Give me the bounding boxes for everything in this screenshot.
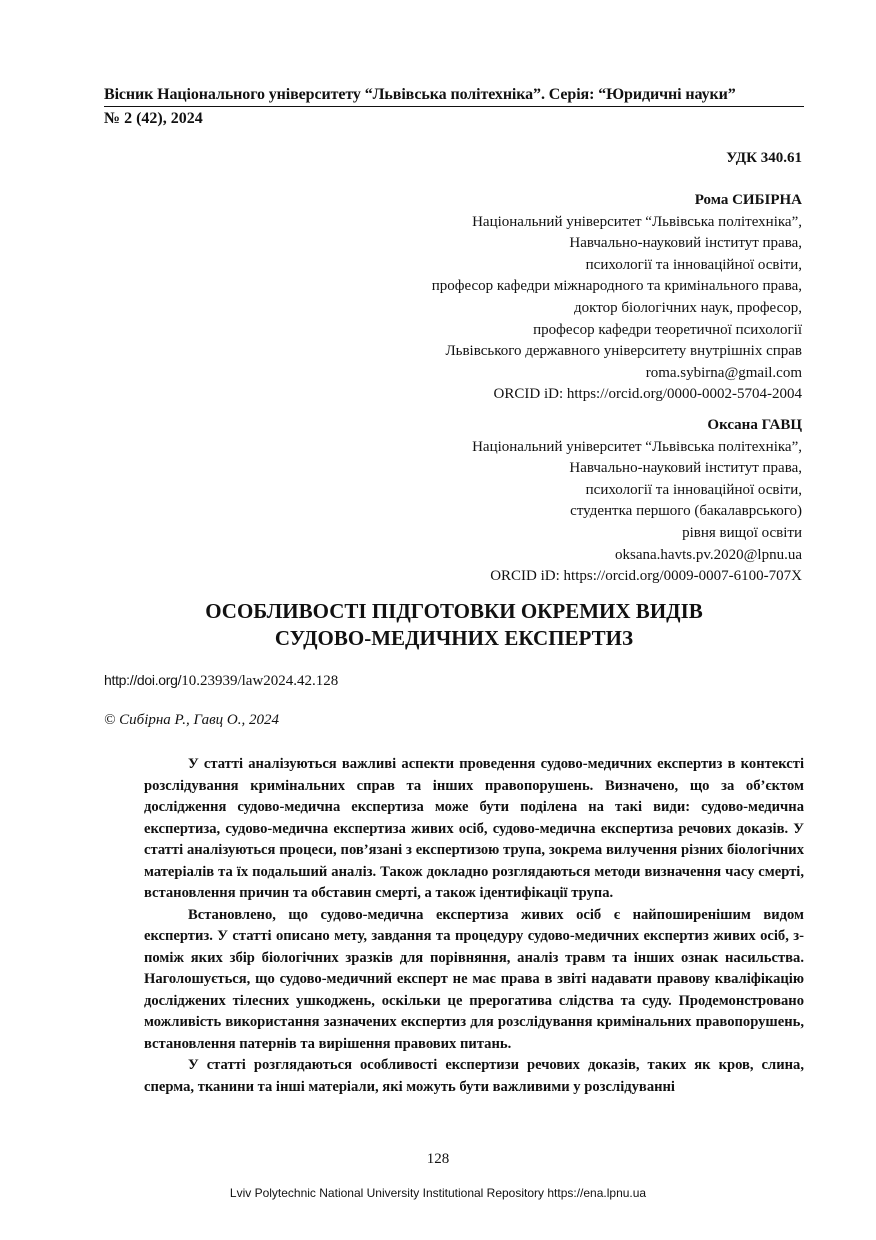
- journal-title: Вісник Національного університету “Львівська політехніка”. Серія: “Юридичні науки”: [104, 86, 804, 107]
- author-name: Рома СИБІРНА: [694, 192, 802, 208]
- author-name: Оксана ГАВЦ: [707, 417, 802, 433]
- affiliation-line: психології та інноваційної освіти,: [585, 256, 802, 273]
- affiliation-line: Навчально-науковий інститут права,: [569, 235, 802, 252]
- doi-link[interactable]: [104, 672, 338, 690]
- author-orcid[interactable]: ORCID iD: https://orcid.org/0000-0002-5704-2004: [493, 386, 802, 403]
- affiliation-line: Національний університет “Львівська політехніка”,: [472, 213, 802, 230]
- author-email[interactable]: roma.sybirna@gmail.com: [645, 364, 802, 381]
- title-line: СУДОВО-МЕДИЧНИХ ЕКСПЕРТИЗ: [274, 626, 634, 650]
- affiliation-line: Львівського державного університету внутрішніх справ: [445, 343, 802, 360]
- copyright-notice: © Сибірна Р., Гавц О., 2024: [104, 712, 279, 728]
- doi-prefix: http://doi.org/: [104, 672, 182, 688]
- issue-number: № 2 (42), 2024: [104, 110, 203, 127]
- affiliation-line: Навчально-науковий інститут права,: [569, 460, 802, 477]
- udc-code: УДК 340.61: [726, 150, 802, 166]
- affiliation-line: психології та інноваційної освіти,: [585, 481, 802, 498]
- affiliation-line: студентка першого (бакалаврського): [570, 503, 802, 520]
- doi-suffix: 10.23939/law2024.42.128: [181, 673, 339, 689]
- abstract-paragraph: У статті розглядаються особливості експертизи речових доказів, таких як кров, слина, сперма, тканини та інші матеріали, які можуть бути важливими у розслідуванні: [144, 1057, 804, 1095]
- title-line: ОСОБЛИВОСТІ ПІДГОТОВКИ ОКРЕМИХ ВИДІВ: [205, 599, 703, 623]
- repository-footer: Lviv Polytechnic National University Institutional Repository https://ena.lpnu.ua: [229, 1186, 647, 1200]
- author-block-1: [202, 190, 802, 406]
- author-orcid[interactable]: ORCID iD: https://orcid.org/0009-0007-6100-707X: [490, 568, 802, 585]
- affiliation-line: Національний університет “Львівська політехніка”,: [472, 438, 802, 455]
- author-email[interactable]: oksana.havts.pv.2020@lpnu.ua: [615, 546, 802, 563]
- abstract-paragraph: Встановлено, що судово-медична експертиза живих осіб є найпоширенішим видом експертиз. У статті описано мету, завдання та процедуру судово-медичних експертиз живих осіб, з-поміж яких збір біологічних зразків для порівняння, аналіз травм та інших ознак насильства. Наголошується, що судово-медичний експерт не має права в звіті надавати правову кваліфікацію досліджених тілесних ушкоджень, оскільки це прерогатива слідства та суду. Продемонстровано можливість використання зазначених експертиз для розслідування кримінальних правопорушень, встановлення патернів та вирішення правових питань.: [144, 906, 804, 1052]
- affiliation-line: рівня вищої освіти: [682, 524, 802, 541]
- author-block-2: [202, 415, 802, 588]
- affiliation-line: доктор біологічних наук, професор,: [574, 299, 802, 316]
- affiliation-line: професор кафедри міжнародного та кримінального права,: [431, 278, 802, 295]
- abstract: [144, 754, 804, 1098]
- affiliation-line: професор кафедри теоретичної психології: [533, 321, 802, 338]
- abstract-paragraph: У статті аналізуються важливі аспекти проведення судово-медичних експертиз в контексті розслідування кримінальних справ та інших правопорушень. Визначено, що за об’єктом дослідження судово-медична експертиза може бути поділена на такі види: судово-медична експертиза, судово-медична експертиза живих осіб, судово-медична експертиза речових доказів. У статті аналізуються процеси, пов’язані з експертизою трупа, зокрема вилучення різних біологічних матеріалів та їх подальший аналіз. Також докладно розглядаються методи визначення часу смерті, встановлення причин та обставин смерті, а також ідентифікації трупа.: [144, 756, 804, 901]
- page-number: 128: [426, 1151, 450, 1167]
- article-title: [104, 598, 804, 652]
